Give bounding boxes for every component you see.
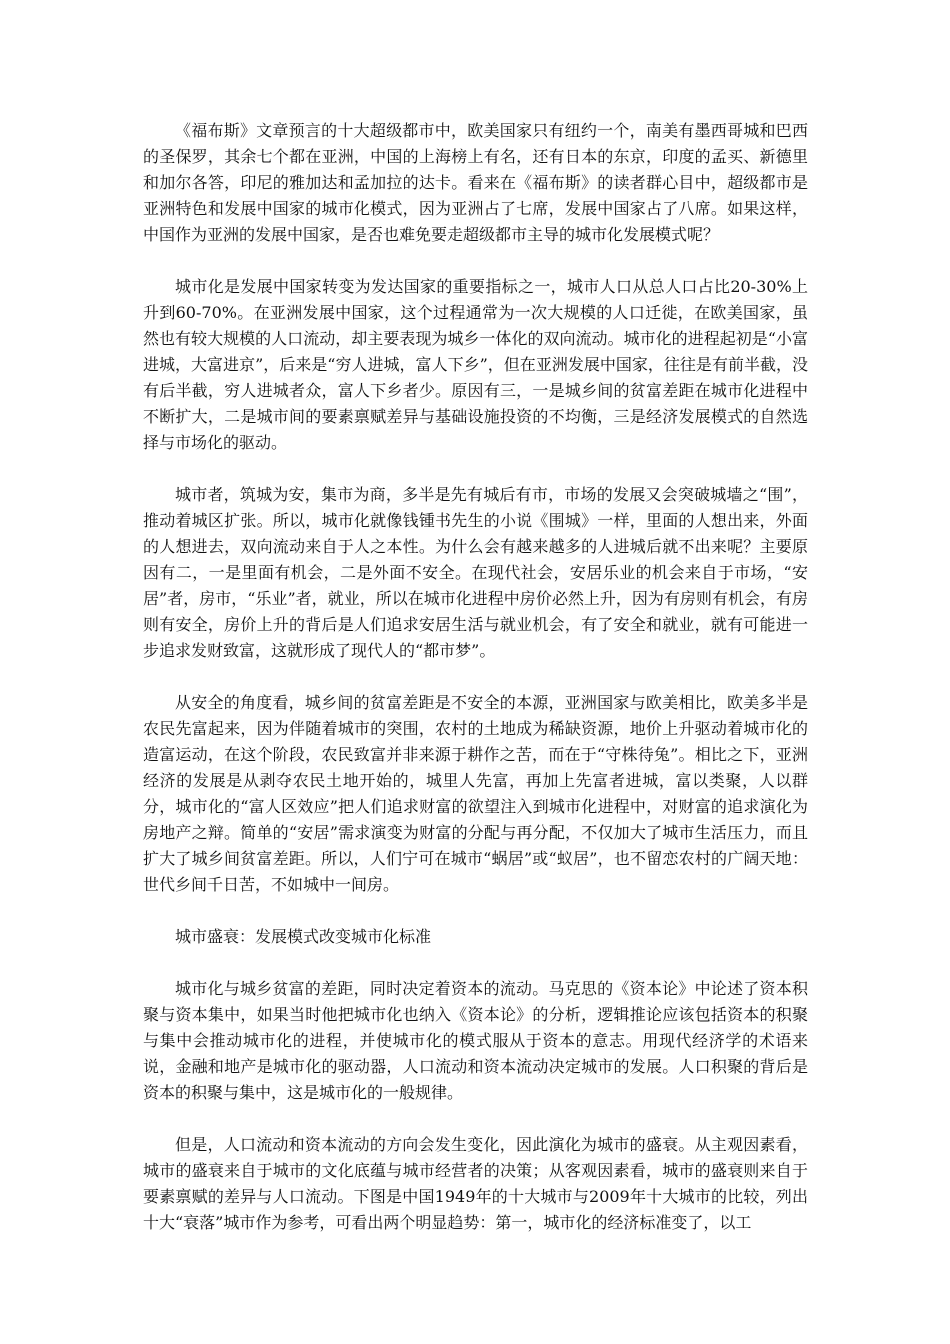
paragraph-security-wealth-gap: 从安全的角度看，城乡间的贫富差距是不安全的本源，亚洲国家与欧美相比，欧美多半是农民先富起来，因为伴随着城市的突围，农村的土地成为稀缺资源，地价上升驱动着城市化的造富运动，在这个阶段，农民致富并非来源于耕作之苦，而在于“守株待兔”。相比之下，亚洲经济的发展是从剥夺农民土地开始的，城里人先富，再加上先富者进城，富以类聚，人以群分，城市化的“富人区效应”把人们追求财富的欲望注入到城市化进程中，对财富的追求演化为房地产之辩。简单的“安居”需求演变为财富的分配与再分配，不仅加大了城市生活压力，而且扩大了城乡间贫富差距。所以，人们宁可在城市“蜗居”或“蚁居”，也不留恋农村的广阔天地：世代乡间千日苦，不如城中一间房。 [143,693,808,894]
paragraph-urbanization-indicator: 城市化是发展中国家转变为发达国家的重要指标之一，城市人口从总人口占比20-30%上升到60-70%。在亚洲发展中国家，这个过程通常为一次大规模的人口迁徙，在欧美国家，虽然也有较大规模的人口流动，却主要表现为城乡一体化的双向流动。城市化的进程起初是“小富进城，大富进京”，后来是“穷人进城，富人下乡”，但在亚洲发展中国家，往往是有前半截，没有后半截，穷人进城者众，富人下乡者少。原因有三，一是城乡间的贫富差距在城市化进程中不断扩大，二是城市间的要素禀赋差异与基础设施投资的不均衡，三是经济发展模式的自然选择与市场化的驱动。 [143,277,808,452]
paragraph-city-rise-decline: 但是，人口流动和资本流动的方向会发生变化，因此演化为城市的盛衰。从主观因素看，城市的盛衰来自于城市的文化底蕴与城市经营者的决策；从客观因素看，城市的盛衰则来自于要素禀赋的差异与人口流动。下图是中国1949年的十大城市与2009年十大城市的比较，列出十大“衰落”城市作为参考，可看出两个明显趋势：第一，城市化的经济标准变了，以工 [143,1135,808,1232]
paragraph-forbes-megacities: 《福布斯》文章预言的十大超级都市中，欧美国家只有纽约一个，南美有墨西哥城和巴西的圣保罗，其余七个都在亚洲，中国的上海榜上有名，还有日本的东京，印度的孟买、新德里和加尔各答，印尼的雅加达和孟加拉的达卡。看来在《福布斯》的读者群心目中，超级都市是亚洲特色和发展中国家的城市化模式，因为亚洲占了七席，发展中国家占了八席。如果这样，中国作为亚洲的发展中国家，是否也难免要走超级都市主导的城市化发展模式呢？ [143,121,808,244]
paragraph-capital-flow: 城市化与城乡贫富的差距，同时决定着资本的流动。马克思的《资本论》中论述了资本积聚与资本集中，如果当时他把城市化也纳入《资本论》的分析，逻辑推论应该包括资本的积聚与集中会推动城市化的进程，并使城市化的模式服从于资本的意志。用现代经济学的术语来说，金融和地产是城市化的驱动器，人口流动和资本流动决定城市的发展。人口积聚的背后是资本的积聚与集中，这是城市化的一般规律。 [143,979,808,1102]
document-body [143,118,808,1262]
section-heading: 城市盛衰：发展模式改变城市化标准 [175,927,432,946]
paragraph-city-definition: 城市者，筑城为安，集市为商，多半是先有城后有市，市场的发展又会突破城墙之“围”，推动着城区扩张。所以，城市化就像钱锺书先生的小说《围城》一样，里面的人想出来，外面的人想进去，双向流动来自于人之本性。为什么会有越来越多的人进城后就不出来呢？主要原因有二，一是里面有机会，二是外面不安全。在现代社会，安居乐业的机会来自于市场，“安居”者，房市，“乐业”者，就业，所以在城市化进程中房价必然上升，因为有房则有机会，有房则有安全，房价上升的背后是人们追求安居生活与就业机会，有了安全和就业，就有可能进一步追求发财致富，这就形成了现代人的“都市梦”。 [143,485,808,660]
